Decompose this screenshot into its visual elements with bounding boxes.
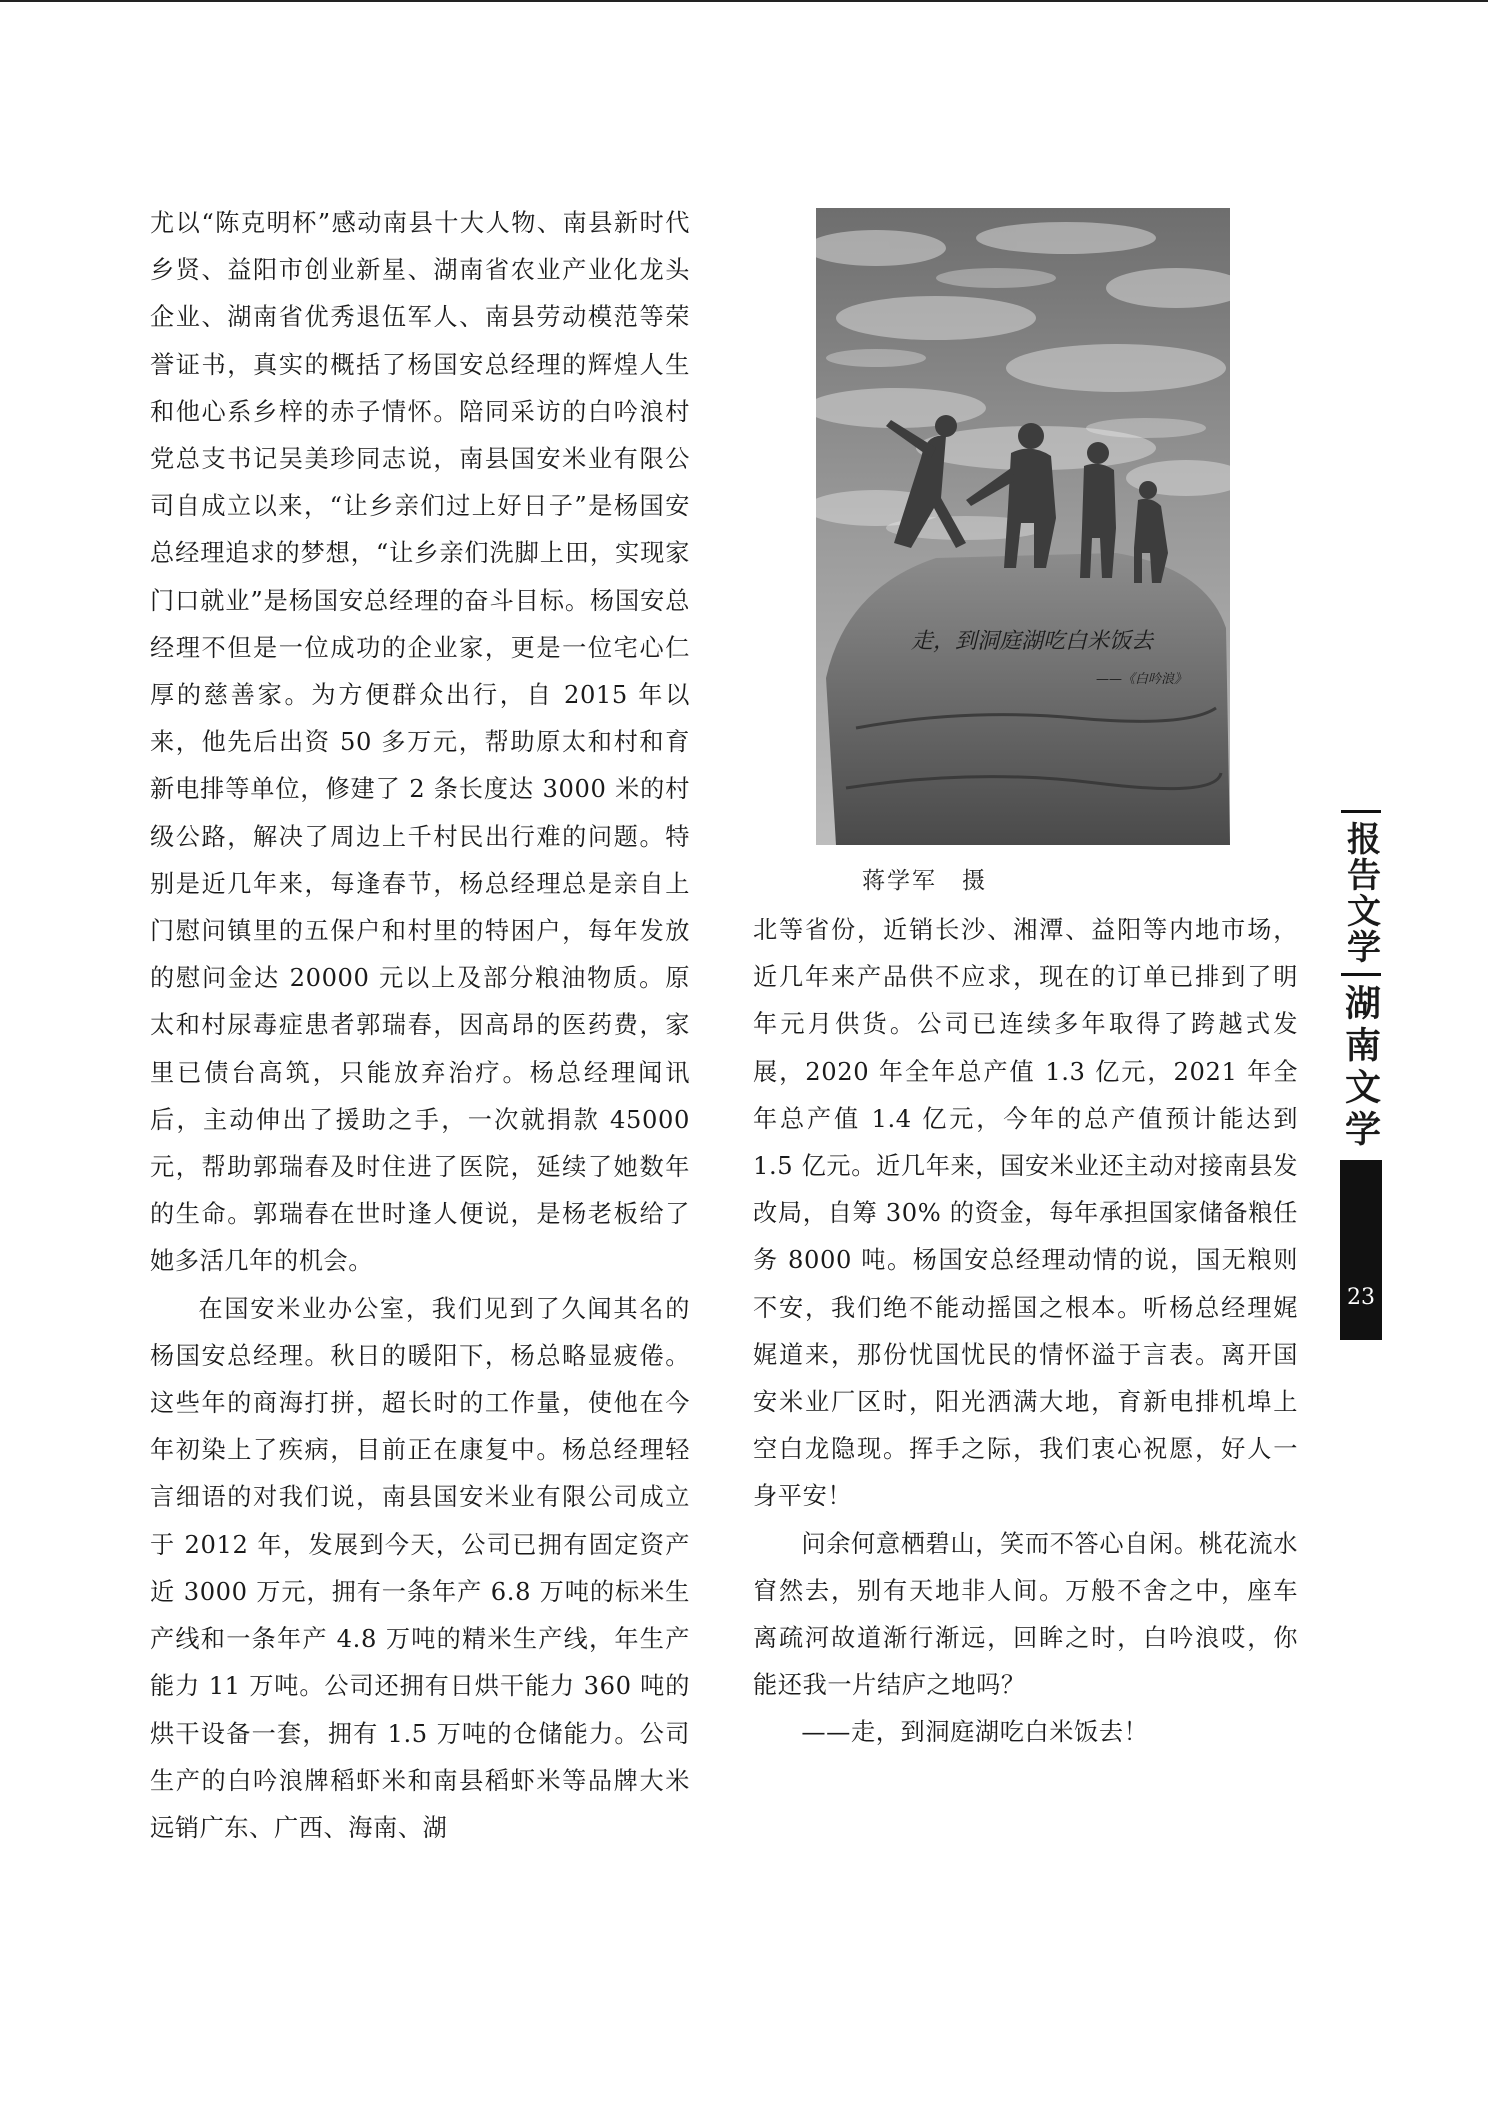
paragraph: 问余何意栖碧山，笑而不答心自闲。桃花流水窅然去，别有天地非人间。万般不舍之中，座车离疏河故道渐行渐远，回眸之时，白吟浪哎，你能还我一片结庐之地吗？: [753, 1529, 1298, 1700]
left-column: [150, 200, 690, 1852]
paragraph: 在国安米业办公室，我们见到了久闻其名的杨国安总经理。秋日的暖阳下，杨总略显疲倦。这些年的商海打拼，超长时的工作量，使他在今年初染上了疾病，目前正在康复中。杨总经理轻言细语的对我们说，南县国安米业有限公司成立于 2012 年，发展到今天，公司已拥有固定资产近 3000 万元，拥有一条年产 6.8 万吨的标米生产线和一条年产 4.8 万吨的精米生产线，年生产能力 11 万吨。公司还拥有日烘干能力 360 吨的烘干设备一套，拥有 1.5 万吨的仓储能力。公司生产的白吟浪牌稻虾米和南县稻虾米等品牌大米远销广东、广西、海南、湖: [150, 1294, 690, 1842]
top-rule: [0, 0, 1488, 2]
sidebar-rule: [1341, 810, 1381, 813]
paragraph: 北等省份，近销长沙、湘潭、益阳等内地市场，近几年来产品供不应求，现在的订单已排到了明年元月供货。公司已连续多年取得了跨越式发展，2020 年全年总产值 1.3 亿元，2021 年全年总产值 1.4 亿元，今年的总产值预计能达到 1.5 亿元。近几年来，国安米业还主动对接南县发改局，自筹 30% 的资金，每年承担国家储备粮任务 8000 吨。杨国安总经理动情的说，国无粮则不安，我们绝不能动摇国之根本。听杨总经理娓娓道来，那份忧国忧民的情怀溢于言表。离开国安米业厂区时，阳光洒满大地，育新电排机埠上空白龙隐现。挥手之际，我们衷心祝愿，好人一身平安！: [753, 916, 1298, 1511]
section-title: 报告文学: [1340, 821, 1381, 965]
section-sidebar: [1340, 810, 1382, 1340]
page-number-box: [1340, 1160, 1382, 1340]
statue-photo: [816, 208, 1230, 845]
page-number: 23: [1347, 1285, 1375, 1310]
sidebar-rule: [1341, 973, 1381, 976]
rock-inscription-sub: ——《白吟浪》: [1096, 672, 1188, 687]
magazine-logo: 湖南文学: [1339, 984, 1382, 1152]
paragraph: 尤以“陈克明杯”感动南县十大人物、南县新时代乡贤、益阳市创业新星、湖南省农业产业化龙头企业、湖南省优秀退伍军人、南县劳动模范等荣誉证书，真实的概括了杨国安总经理的辉煌人生和他心系乡梓的赤子情怀。陪同采访的白吟浪村党总支书记吴美珍同志说，南县国安米业有限公司自成立以来，“让乡亲们过上好日子”是杨国安总经理追求的梦想，“让乡亲们洗脚上田，实现家门口就业”是杨国安总经理的奋斗目标。杨国安总经理不但是一位成功的企业家，更是一位宅心仁厚的慈善家。为方便群众出行，自 2015 年以来，他先后出资 50 多万元，帮助原太和村和育新电排等单位，修建了 2 条长度达 3000 米的村级公路，解决了周边上千村民出行难的问题。特别是近几年来，每逢春节，杨总经理总是亲自上门慰问镇里的五保户和村里的特困户，每年发放的慰问金达 20000 元以上及部分粮油物质。原太和村尿毒症患者郭瑞春，因高昂的医药费，家里已债台高筑，只能放弃治疗。杨总经理闻讯后，主动伸出了援助之手，一次就捐款 45000 元，帮助郭瑞春及时住进了医院，延续了她数年的生命。郭瑞春在世时逢人便说，是杨老板给了她多活几年的机会。: [150, 209, 690, 1276]
paragraph: ——走，到洞庭湖吃白米饭去！: [801, 1718, 1149, 1747]
rock-inscription: 走，到洞庭湖吃白米饭去: [911, 629, 1154, 654]
photo-caption: 蒋学军 摄: [862, 868, 987, 894]
right-column: [753, 907, 1298, 1757]
